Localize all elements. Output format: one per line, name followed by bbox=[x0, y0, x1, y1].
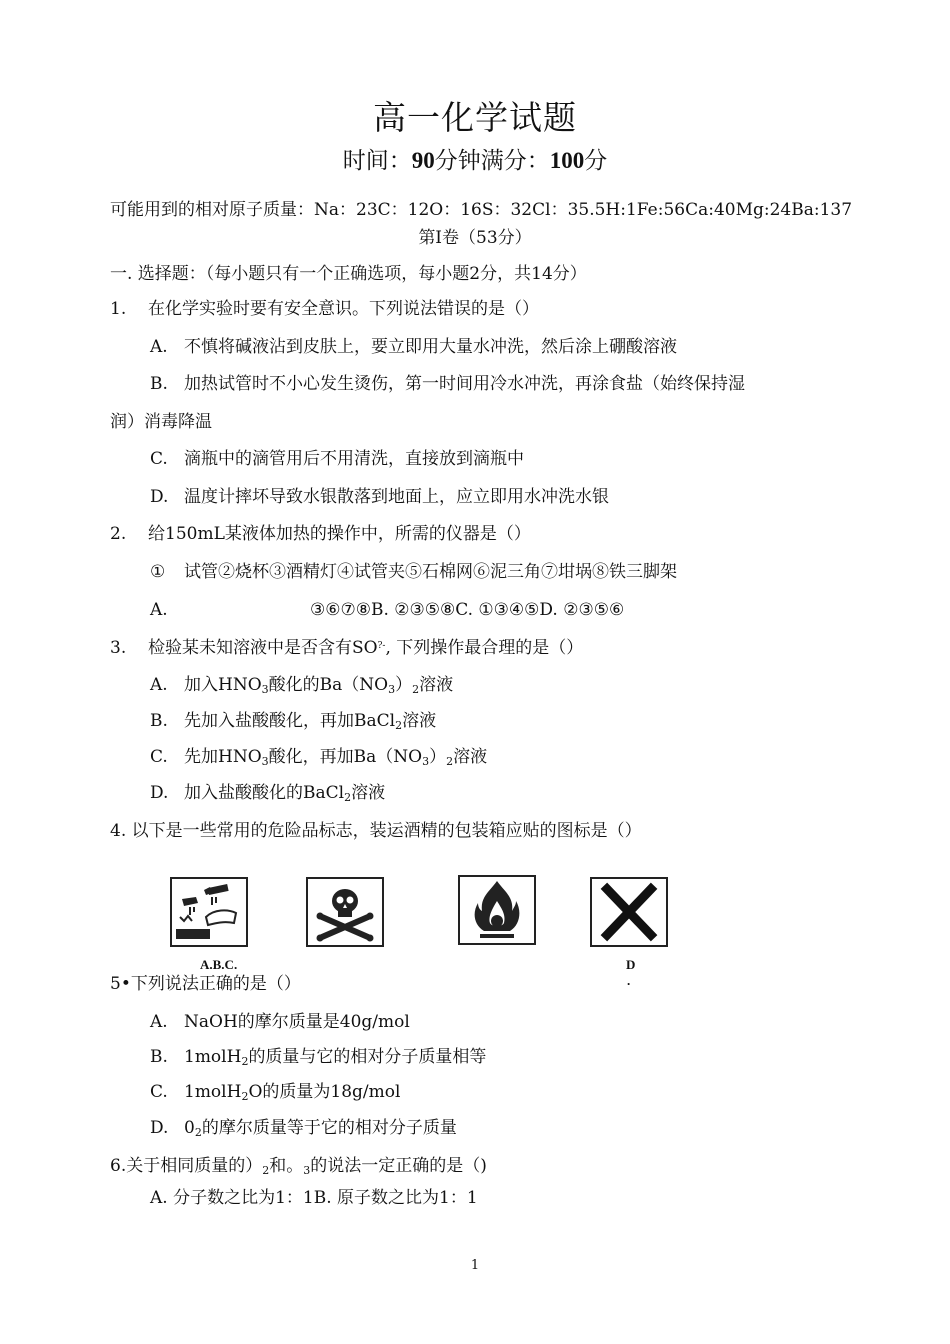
question-stem-end: , 下列操作最合理的是（） bbox=[385, 638, 584, 658]
option-text: 温度计摔坏导致水银散落到地面上，应立即用水冲洗水银 bbox=[184, 487, 609, 507]
icon-label-d: D bbox=[626, 957, 636, 972]
option-label: B. bbox=[150, 374, 168, 394]
score-value: 100 bbox=[549, 148, 585, 173]
icon-label-dot: . bbox=[627, 973, 631, 988]
option-label: A. bbox=[150, 337, 168, 357]
q1-option-c bbox=[150, 448, 524, 470]
option-text: 酸化的Ba（NO bbox=[268, 675, 389, 695]
option-text: ③⑥⑦⑧B. ②③⑤⑧C. ①③④⑤D. ②③⑤⑥ bbox=[310, 600, 625, 620]
subscript: 2 bbox=[241, 1090, 249, 1103]
option-label: A. bbox=[150, 600, 168, 620]
question-stem: 在化学实验时要有安全意识。下列说法错误的是（） bbox=[148, 299, 539, 319]
subscript: 2 bbox=[395, 719, 403, 732]
subscript: 2 bbox=[194, 1126, 202, 1139]
q5-option-c bbox=[150, 1081, 400, 1103]
option-label: D. bbox=[150, 783, 169, 803]
q3-option-b bbox=[150, 710, 436, 732]
page-number: 1 bbox=[470, 1258, 480, 1273]
q1-option-a bbox=[150, 336, 677, 358]
q1-option-b bbox=[150, 373, 745, 395]
harmful-icon bbox=[590, 877, 668, 947]
option-label: B. bbox=[150, 711, 168, 731]
option-label: B. bbox=[150, 1047, 168, 1067]
question-number: 1. bbox=[110, 299, 127, 319]
question-stem: 给150mL某液体加热的操作中，所需的仪器是（） bbox=[148, 524, 531, 544]
subscript: 2 bbox=[446, 755, 454, 768]
option-text: 溶液 bbox=[453, 747, 488, 767]
option-text: 1molH bbox=[184, 1047, 242, 1067]
option-text: 不慎将碱液沾到皮肤上，要立即用大量水冲洗，然后涂上硼酸溶液 bbox=[184, 337, 677, 357]
q3-option-d bbox=[150, 782, 385, 804]
subscript: 3 bbox=[261, 755, 269, 768]
option-text: 溶液 bbox=[351, 783, 386, 803]
q3-option-a bbox=[150, 674, 453, 696]
q3-option-c bbox=[150, 746, 487, 768]
charge-superscript: ?- bbox=[377, 641, 386, 651]
question-4: 4. 以下是一些常用的危险品标志，装运酒精的包装箱应贴的图标是（） bbox=[110, 821, 642, 841]
option-label: D. bbox=[150, 1118, 169, 1138]
question-stem-end: 的说法一定正确的是（) bbox=[310, 1156, 487, 1176]
subscript: 3 bbox=[422, 755, 430, 768]
subscript: 2 bbox=[241, 1055, 249, 1068]
q6-options: A. 分子数之比为1：1B. 原子数之比为1：1 bbox=[150, 1188, 478, 1208]
exam-subtitle bbox=[0, 142, 950, 175]
time-unit: 分钟满分： bbox=[434, 148, 550, 174]
icon-label-abc: A.B.C. bbox=[200, 957, 238, 972]
volume-heading: 第Ⅰ卷（53分） bbox=[418, 228, 532, 248]
option-text: 加入盐酸酸化的BaCl bbox=[184, 783, 345, 803]
option-text: 酸化，再加Ba（NO bbox=[268, 747, 423, 767]
option-text: 加入HNO bbox=[184, 675, 262, 695]
flammable-icon bbox=[458, 875, 536, 945]
option-label: C. bbox=[150, 747, 168, 767]
item-text: 试管②烧杯③酒精灯④试管夹⑤石棉网⑥泥三角⑦坩埚⑧铁三脚架 bbox=[184, 562, 677, 582]
option-text: 的质量与它的相对分子质量相等 bbox=[248, 1047, 487, 1067]
atomic-masses: 可能用到的相对原子质量：Na：23C：12O：16S：32Cl：35.5H:1Fe:56Ca:40Mg:24Ba:137 bbox=[110, 200, 853, 220]
question-stem: 检验某未知溶液中是否含有SO bbox=[148, 638, 378, 658]
section-heading: 一. 选择题：（每小题只有一个正确选项，每小题2分，共14分） bbox=[110, 264, 587, 284]
question-3 bbox=[110, 637, 583, 659]
subscript: 3 bbox=[261, 683, 269, 696]
option-label: A. bbox=[150, 675, 168, 695]
q2-items bbox=[150, 561, 677, 583]
option-text: ） bbox=[429, 747, 447, 767]
option-label: A. bbox=[150, 1012, 168, 1032]
option-text: 溶液 bbox=[419, 675, 454, 695]
score-unit: 分 bbox=[584, 148, 608, 174]
question-stem: 和。 bbox=[269, 1156, 304, 1176]
q2-options bbox=[150, 599, 624, 621]
item-mark: ① bbox=[150, 562, 166, 582]
subscript: 2 bbox=[412, 683, 420, 696]
question-stem: 6.关于相同质量的） bbox=[110, 1156, 263, 1176]
subscript: 3 bbox=[303, 1164, 311, 1177]
time-label: 时间： bbox=[342, 148, 412, 174]
option-text: NaOH的摩尔质量是40g/mol bbox=[184, 1012, 410, 1032]
option-text: 先加HNO bbox=[184, 747, 262, 767]
option-text: 加热试管时不小心发生烫伤，第一时间用冷水冲洗，再涂食盐（始终保持湿 bbox=[184, 374, 745, 394]
subscript: 3 bbox=[388, 683, 396, 696]
option-text: 滴瓶中的滴管用后不用清洗，直接放到滴瓶中 bbox=[184, 449, 524, 469]
subscript: 2 bbox=[344, 791, 352, 804]
question-2 bbox=[110, 523, 531, 545]
option-text: 1molH bbox=[184, 1082, 242, 1102]
q5-option-a bbox=[150, 1011, 410, 1033]
q5-option-d bbox=[150, 1117, 457, 1139]
q1-option-d bbox=[150, 486, 609, 508]
q1-option-b-continued: 润）消毒降温 bbox=[110, 412, 212, 432]
question-6 bbox=[110, 1155, 487, 1177]
option-text: ） bbox=[395, 675, 413, 695]
option-text: 先加入盐酸酸化，再加BaCl bbox=[184, 711, 396, 731]
question-number: 3. bbox=[110, 638, 127, 658]
q5-option-b bbox=[150, 1046, 486, 1068]
option-label: C. bbox=[150, 449, 168, 469]
option-text: O的质量为18g/mol bbox=[248, 1082, 401, 1102]
subscript: 2 bbox=[262, 1164, 270, 1177]
option-label: D. bbox=[150, 487, 169, 507]
option-text: 0 bbox=[184, 1118, 195, 1138]
question-1 bbox=[110, 298, 539, 320]
page-title: 高一化学试题 bbox=[373, 98, 577, 137]
toxic-icon bbox=[306, 877, 384, 947]
corrosive-icon bbox=[170, 877, 248, 947]
option-label: C. bbox=[150, 1082, 168, 1102]
time-value: 90 bbox=[411, 148, 435, 173]
option-text: 的摩尔质量等于它的相对分子质量 bbox=[201, 1118, 457, 1138]
question-number: 2. bbox=[110, 524, 127, 544]
option-text: 溶液 bbox=[402, 711, 437, 731]
question-5: 5•下列说法正确的是（） bbox=[110, 974, 301, 994]
